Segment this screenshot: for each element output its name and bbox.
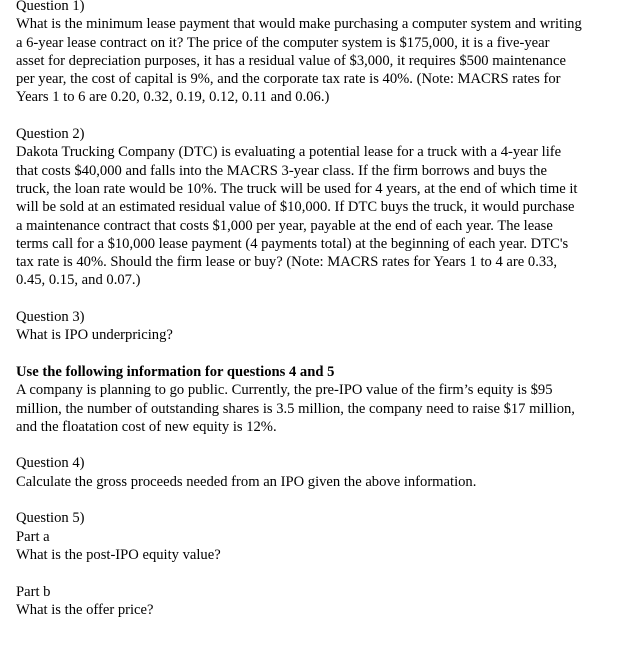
shared-information-line: million, the number of outstanding shares is 3.5 million, the company need to raise $17 million, — [16, 400, 575, 417]
question-4-heading: Question 4) — [16, 455, 85, 472]
question-2-line: that costs $40,000 and falls into the MACRS 3-year class. If the firm borrows and buys the — [16, 162, 547, 179]
document-page — [16, 0, 638, 619]
question-5 — [16, 509, 638, 619]
question-2 — [16, 125, 638, 290]
paragraph-gap — [16, 564, 638, 582]
question-2-line: a maintenance contract that costs $1,000 per year, payable at the end of each year. The lease — [16, 217, 553, 234]
question-4-line: Calculate the gross proceeds needed from an IPO given the above information. — [16, 473, 477, 490]
paragraph-gap — [16, 290, 638, 308]
shared-information-line: A company is planning to go public. Currently, the pre-IPO value of the firm’s equity is $95 — [16, 382, 553, 399]
question-2-line: truck, the loan rate would be 10%. The truck will be used for 4 years, at the end of which time it — [16, 180, 578, 197]
shared-information-heading: Use the following information for questions 4 and 5 — [16, 363, 335, 380]
question-5-part-a-text: What is the post-IPO equity value? — [16, 546, 221, 563]
question-1-line: What is the minimum lease payment that would make purchasing a computer system and writing — [16, 16, 582, 33]
shared-information-line: and the floatation cost of new equity is 12%. — [16, 418, 277, 435]
question-1-line: asset for depreciation purposes, it has a residual value of $3,000, it requires $500 maintenance — [16, 52, 566, 69]
question-3 — [16, 308, 638, 345]
question-2-line: 0.45, 0.15, and 0.07.) — [16, 272, 141, 289]
paragraph-gap — [16, 436, 638, 454]
question-1-line: per year, the cost of capital is 9%, and the corporate tax rate is 40%. (Note: MACRS rates for — [16, 71, 561, 88]
question-3-heading: Question 3) — [16, 309, 85, 326]
paragraph-gap — [16, 107, 638, 125]
shared-information — [16, 363, 638, 436]
question-5-heading: Question 5) — [16, 510, 85, 527]
question-2-line: tax rate is 40%. Should the firm lease or buy? (Note: MACRS rates for Years 1 to 4 are 0.33, — [16, 254, 558, 271]
question-1 — [16, 0, 638, 107]
question-2-line: terms call for a $10,000 lease payment (4 payments total) at the beginning of each year. DTC's — [16, 235, 569, 252]
question-1-line: a 6-year lease contract on it? The price of the computer system is $175,000, it is a five-year — [16, 34, 550, 51]
question-1-line: Years 1 to 6 are 0.20, 0.32, 0.19, 0.12, 0.11 and 0.06.) — [16, 89, 330, 106]
question-1-heading: Question 1) — [16, 0, 85, 14]
question-2-line: Dakota Trucking Company (DTC) is evaluating a potential lease for a truck with a 4-year life — [16, 144, 562, 161]
question-2-line: will be sold at an estimated residual value of $10,000. If DTC buys the truck, it would purchase — [16, 199, 575, 216]
question-3-line: What is IPO underpricing? — [16, 327, 173, 344]
question-2-heading: Question 2) — [16, 126, 85, 143]
question-5-part-b-label: Part b — [16, 583, 51, 600]
paragraph-gap — [16, 345, 638, 363]
question-4 — [16, 454, 638, 491]
question-5-part-a-label: Part a — [16, 528, 50, 545]
question-5-part-b-text: What is the offer price? — [16, 601, 154, 618]
paragraph-gap — [16, 491, 638, 509]
